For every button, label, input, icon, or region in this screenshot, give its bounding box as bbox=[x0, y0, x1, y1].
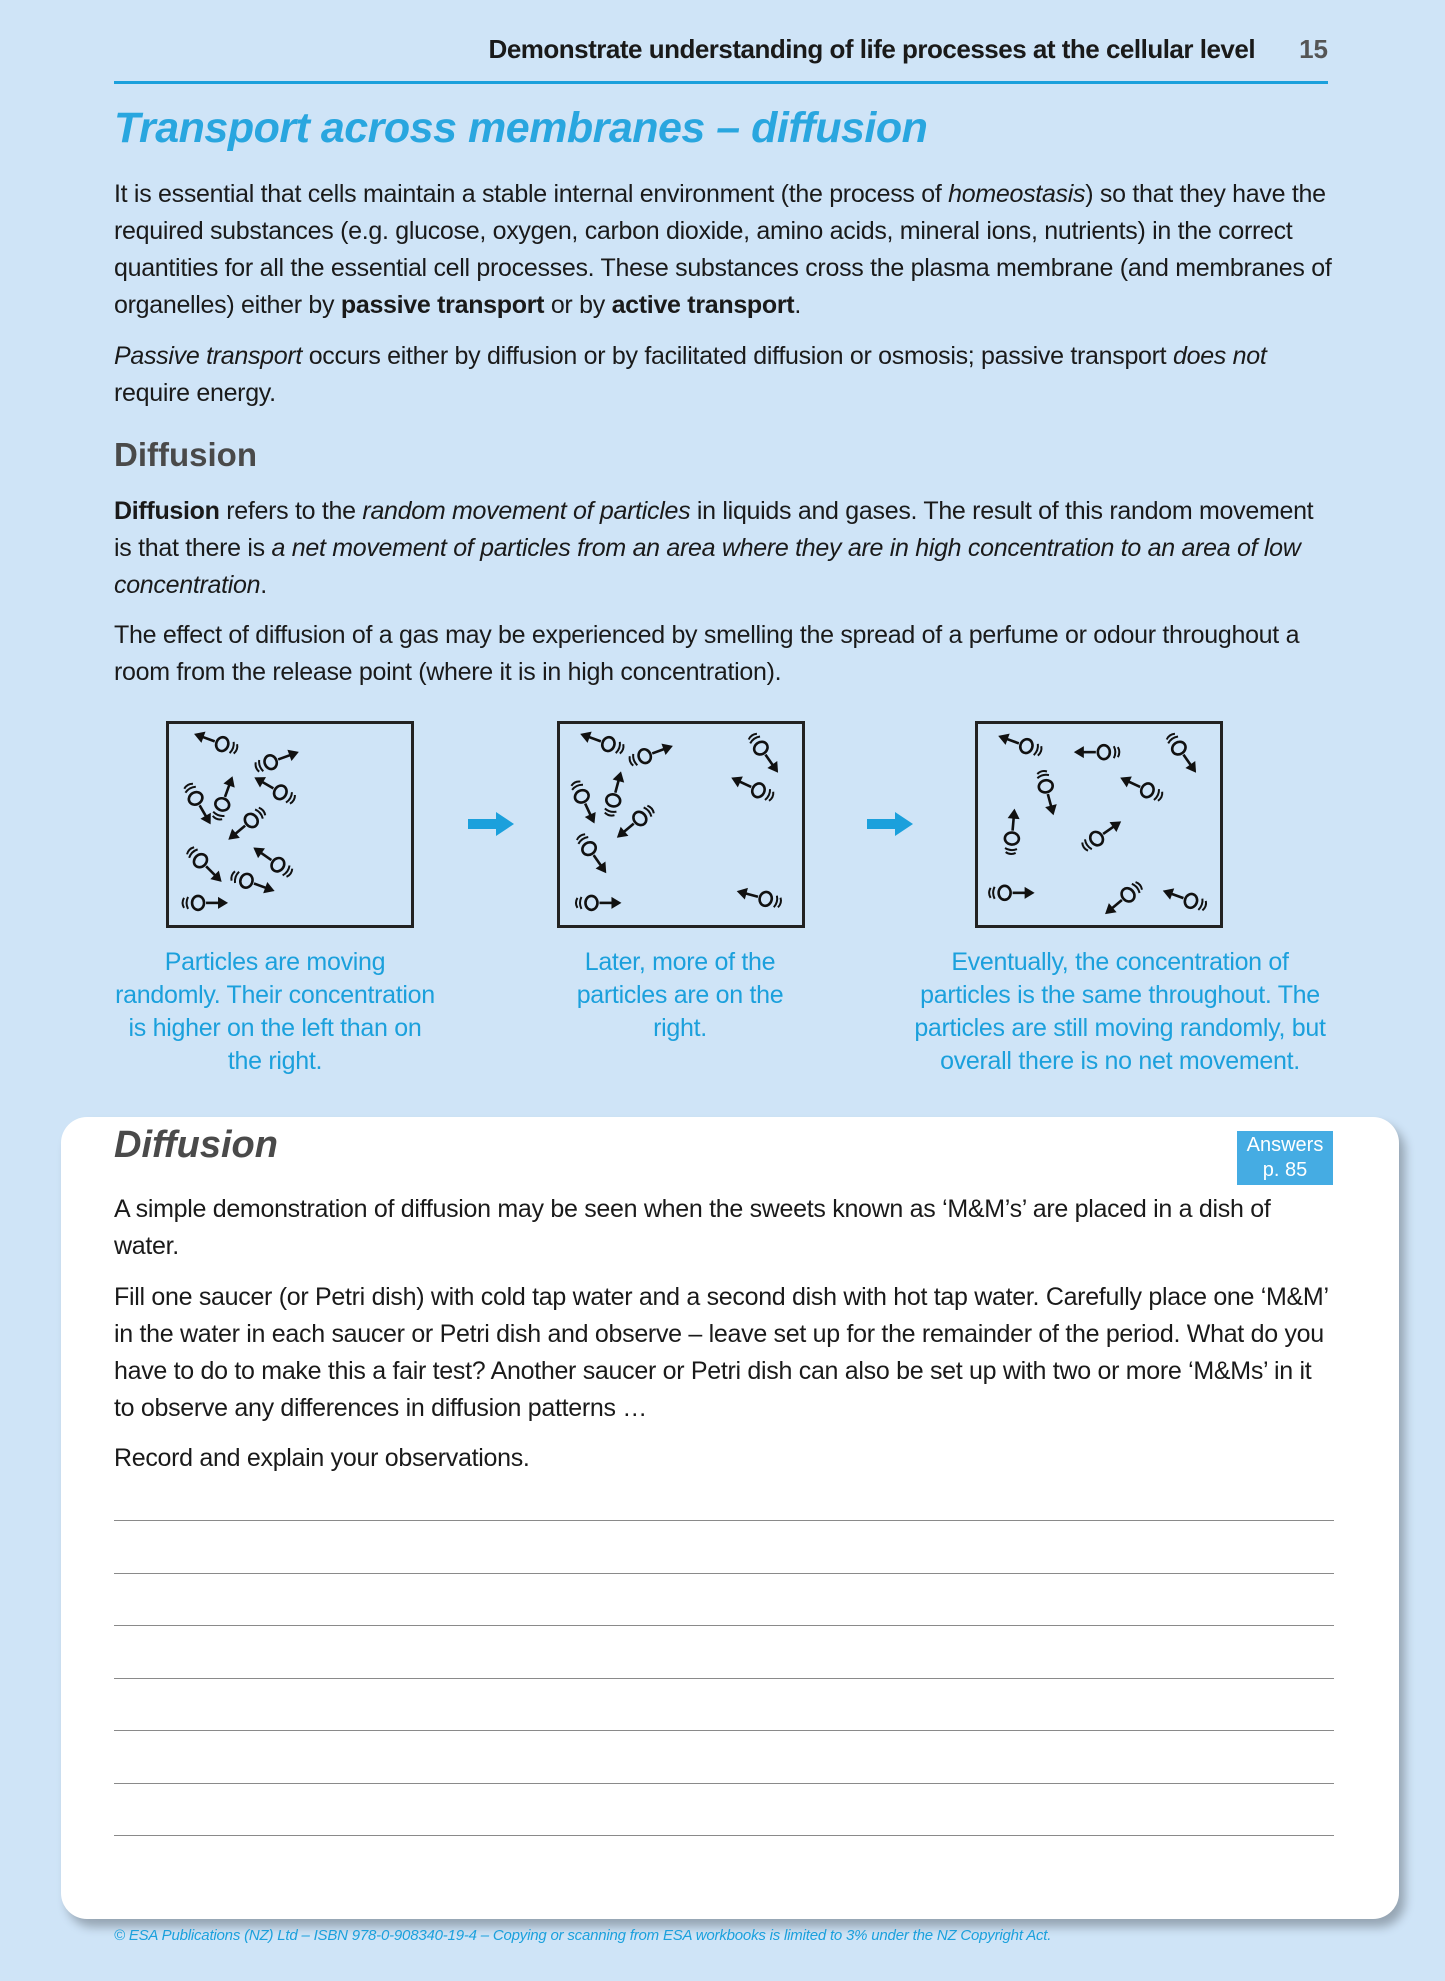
particle-icon bbox=[1160, 884, 1208, 913]
text-run: It is essential that cells maintain a stable internal environment (the process of bbox=[114, 180, 949, 208]
text-run: Passive transport bbox=[114, 342, 303, 370]
particle-icon bbox=[1035, 770, 1060, 818]
diffusion-example-paragraph bbox=[114, 617, 1334, 691]
particle-icon bbox=[229, 869, 277, 898]
diagram-caption-3: Eventually, the concentration of particles is the same throughout. The particles are still moving randomly, but overall there is no net movement. bbox=[914, 948, 1326, 1075]
answer-line[interactable] bbox=[114, 1520, 1334, 1521]
particle-icon bbox=[728, 771, 775, 803]
text-run: require energy. bbox=[114, 379, 276, 407]
particle-icon bbox=[735, 884, 783, 909]
answer-line[interactable] bbox=[114, 1625, 1334, 1626]
text-run: random movement of particles bbox=[362, 497, 691, 525]
diffusion-definition-paragraph bbox=[114, 493, 1334, 604]
intro-paragraph-2 bbox=[114, 338, 1334, 412]
particle-icon bbox=[612, 803, 656, 843]
particle-icon bbox=[989, 886, 1035, 900]
particle-icon bbox=[574, 832, 612, 877]
activity-title: Diffusion bbox=[114, 1124, 278, 1166]
particle-field bbox=[560, 724, 802, 925]
copyright-footer: © ESA Publications (NZ) Ltd – ISBN 978-0-908340-19-4 – Copying or scanning from ESA workbooks is limited to 3% under the NZ Copyright Act. bbox=[114, 1927, 1052, 1944]
text-run: . bbox=[794, 291, 801, 319]
particle-icon bbox=[578, 727, 626, 756]
answer-line[interactable] bbox=[114, 1783, 1334, 1784]
text-run: in liquids and gases. The result of this random movement is that there is bbox=[114, 497, 1314, 562]
particle-icon bbox=[183, 896, 229, 910]
running-header-title: Demonstrate understanding of life processes at the cellular level bbox=[488, 34, 1256, 64]
page-title: Transport across membranes – diffusion bbox=[114, 104, 928, 152]
text-run: passive transport bbox=[340, 291, 545, 319]
text-run: or by bbox=[544, 291, 612, 319]
answer-line[interactable] bbox=[114, 1678, 1334, 1679]
answer-line[interactable] bbox=[114, 1835, 1334, 1836]
text-run: Diffusion bbox=[114, 497, 220, 525]
flow-arrow-icon bbox=[867, 810, 913, 843]
answer-line[interactable] bbox=[114, 1573, 1334, 1574]
answers-badge-label: Answers bbox=[1246, 1134, 1324, 1156]
text-run: active transport bbox=[611, 291, 795, 319]
particle-field bbox=[978, 724, 1220, 925]
answers-badge-page: p. 85 bbox=[1262, 1159, 1308, 1181]
activity-paragraph-2: Fill one saucer (or Petri dish) with cold tap water and a second dish with hot tap water. Carefully place one ‘M&M’ in the water in each saucer or Petri dish and observe – leave set up for the remainder of the period. What do you have to do to make this a fair test? Another saucer or Petri dish can also be set up with two or more ‘M&Ms’ in it to observe any differences in diffusion patterns … bbox=[114, 1283, 1328, 1422]
text-run: The effect of diffusion of a gas may be experienced by smelling the spread of a perfume or odour throughout a room from the release point (where it is in high concentration). bbox=[114, 621, 1300, 686]
text-run: does not bbox=[1172, 342, 1267, 370]
activity-instruction: Record and explain your observations. bbox=[114, 1444, 530, 1472]
diagram-caption-2: Later, more of the particles are on the right. bbox=[576, 948, 784, 1042]
particle-icon bbox=[569, 779, 601, 826]
particle-icon bbox=[1117, 771, 1164, 803]
section-heading-diffusion: Diffusion bbox=[114, 436, 257, 473]
intro-paragraph-1 bbox=[114, 176, 1334, 324]
particle-icon bbox=[602, 770, 627, 818]
text-run: homeostasis bbox=[948, 180, 1086, 208]
particle-field bbox=[169, 724, 411, 925]
particle-icon bbox=[746, 731, 784, 776]
particle-icon bbox=[1101, 880, 1145, 920]
text-run: refers to the bbox=[219, 497, 363, 525]
diffusion-diagram-stage-1 bbox=[166, 721, 414, 928]
particle-icon bbox=[254, 745, 302, 774]
particle-icon bbox=[251, 771, 297, 806]
particle-icon bbox=[192, 727, 240, 756]
activity-paragraph-1: A simple demonstration of diffusion may be seen when the sweets known as ‘M&M’s’ are placed in a dish of water. bbox=[114, 1195, 1271, 1260]
answer-line[interactable] bbox=[114, 1730, 1334, 1731]
particle-icon bbox=[1080, 816, 1125, 854]
flow-arrow-icon bbox=[468, 810, 514, 843]
text-run: . bbox=[260, 571, 267, 599]
particle-icon bbox=[224, 805, 268, 845]
particle-icon bbox=[576, 896, 622, 910]
text-run: ) so that they have the required substances (e.g. glucose, oxygen, carbon dioxide, amino acids, mineral ions, nutrients) in the correct quantities for all the essential cell processes. These substances cross the plasma membrane (and membranes of organelles) either by bbox=[114, 180, 1332, 319]
particle-icon bbox=[210, 774, 239, 822]
particle-icon bbox=[182, 781, 217, 827]
particle-icon bbox=[628, 739, 676, 768]
answers-badge bbox=[1237, 1131, 1333, 1185]
text-run: a net movement of particles from an area where they are in high concentration to an area of low concentration bbox=[114, 534, 1301, 599]
particle-icon bbox=[1004, 808, 1022, 855]
running-header bbox=[114, 30, 1328, 84]
particle-icon bbox=[1074, 745, 1120, 759]
page-number: 15 bbox=[1299, 34, 1328, 64]
particle-icon bbox=[1164, 731, 1202, 776]
particle-icon bbox=[996, 729, 1044, 758]
text-run: occurs either by diffusion or by facilitated diffusion or osmosis; passive transport bbox=[302, 342, 1173, 370]
diagram-caption-1: Particles are moving randomly. Their concentration is higher on the left than on the right. bbox=[115, 948, 435, 1075]
diffusion-diagram-stage-3 bbox=[975, 721, 1223, 928]
diffusion-diagram-stage-2 bbox=[557, 721, 805, 928]
particle-icon bbox=[185, 845, 227, 887]
particle-icon bbox=[249, 842, 294, 880]
